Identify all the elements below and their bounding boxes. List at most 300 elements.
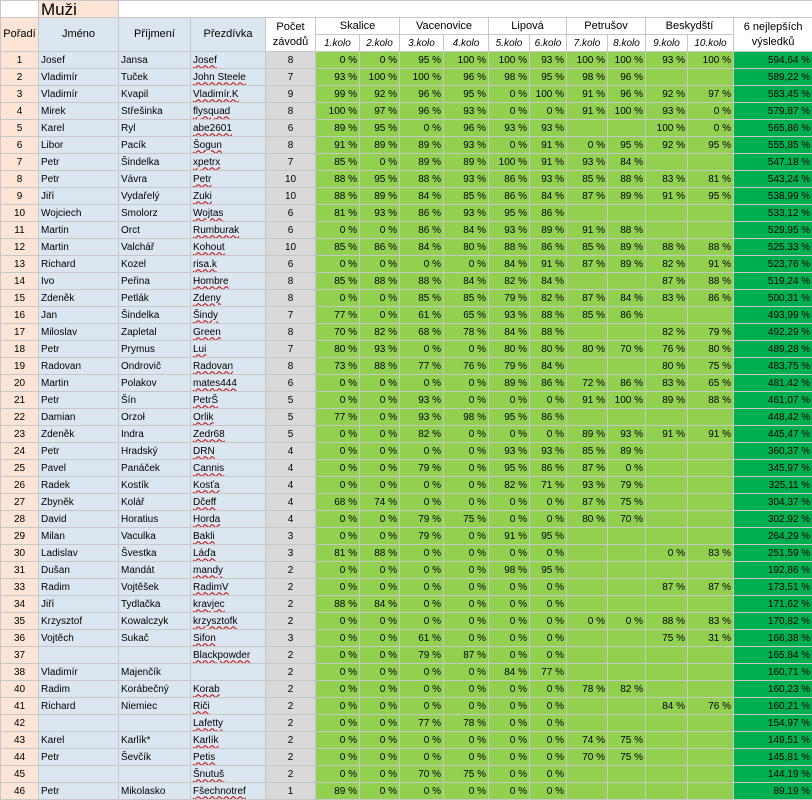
last-name-cell[interactable]: Kvapil: [119, 86, 191, 103]
score-cell-round-10[interactable]: 100 %: [688, 52, 734, 69]
score-cell-round-5[interactable]: 80 %: [489, 341, 530, 358]
score-cell-round-1[interactable]: 91 %: [316, 137, 360, 154]
score-cell-round-9[interactable]: 91 %: [646, 426, 688, 443]
score-cell-round-8[interactable]: 89 %: [608, 443, 646, 460]
score-cell-round-4[interactable]: 0 %: [444, 749, 489, 766]
score-cell-round-10[interactable]: 80 %: [688, 341, 734, 358]
score-cell-round-3[interactable]: 0 %: [400, 579, 444, 596]
score-cell-round-8[interactable]: 0 %: [608, 613, 646, 630]
score-cell-round-7[interactable]: [567, 528, 608, 545]
score-cell-round-2[interactable]: 0 %: [360, 562, 400, 579]
best-six-cell[interactable]: 160,71 %: [734, 664, 812, 681]
score-cell-round-9[interactable]: 83 %: [646, 171, 688, 188]
score-cell-round-6[interactable]: 0 %: [530, 613, 567, 630]
score-cell-round-6[interactable]: 0 %: [530, 715, 567, 732]
nickname-cell[interactable]: Zuki: [191, 188, 266, 205]
score-cell-round-10[interactable]: 81 %: [688, 171, 734, 188]
race-count-cell[interactable]: 3: [266, 528, 316, 545]
score-cell-round-2[interactable]: 88 %: [360, 545, 400, 562]
score-cell-round-1[interactable]: 77 %: [316, 409, 360, 426]
score-cell-round-6[interactable]: 91 %: [530, 137, 567, 154]
rank-cell[interactable]: 1: [1, 52, 39, 69]
score-cell-round-10[interactable]: [688, 749, 734, 766]
score-cell-round-8[interactable]: 100 %: [608, 52, 646, 69]
score-cell-round-7[interactable]: [567, 120, 608, 137]
race-count-cell[interactable]: 7: [266, 69, 316, 86]
score-cell-round-1[interactable]: 0 %: [316, 290, 360, 307]
header-race-skalice[interactable]: Skalice: [316, 18, 400, 35]
score-cell-round-10[interactable]: [688, 154, 734, 171]
score-cell-round-8[interactable]: 88 %: [608, 222, 646, 239]
score-cell-round-10[interactable]: [688, 69, 734, 86]
score-cell-round-7[interactable]: [567, 766, 608, 783]
score-cell-round-2[interactable]: 89 %: [360, 137, 400, 154]
first-name-cell[interactable]: Richard: [39, 698, 119, 715]
first-name-cell[interactable]: Petr: [39, 783, 119, 800]
header-race-vacenovice[interactable]: Vacenovice: [400, 18, 489, 35]
score-cell-round-2[interactable]: 0 %: [360, 477, 400, 494]
best-six-cell[interactable]: 165,84 %: [734, 647, 812, 664]
score-cell-round-4[interactable]: 87 %: [444, 647, 489, 664]
rank-cell[interactable]: 13: [1, 256, 39, 273]
score-cell-round-9[interactable]: 89 %: [646, 392, 688, 409]
score-cell-round-5[interactable]: 86 %: [489, 188, 530, 205]
score-cell-round-4[interactable]: 0 %: [444, 392, 489, 409]
best-six-cell[interactable]: 461,07 %: [734, 392, 812, 409]
score-cell-round-2[interactable]: 0 %: [360, 579, 400, 596]
score-cell-round-8[interactable]: [608, 545, 646, 562]
score-cell-round-6[interactable]: 0 %: [530, 426, 567, 443]
score-cell-round-9[interactable]: [646, 647, 688, 664]
score-cell-round-5[interactable]: 95 %: [489, 205, 530, 222]
score-cell-round-3[interactable]: 79 %: [400, 511, 444, 528]
rank-cell[interactable]: 8: [1, 171, 39, 188]
header-round-4[interactable]: 4.kolo: [444, 35, 489, 52]
best-six-cell[interactable]: 519,24 %: [734, 273, 812, 290]
header-rank[interactable]: Pořadí: [1, 18, 39, 52]
header-race-count[interactable]: Počet závodů: [266, 18, 316, 52]
score-cell-round-7[interactable]: 89 %: [567, 426, 608, 443]
rank-cell[interactable]: 30: [1, 545, 39, 562]
score-cell-round-8[interactable]: [608, 205, 646, 222]
race-count-cell[interactable]: 4: [266, 443, 316, 460]
score-cell-round-6[interactable]: 0 %: [530, 783, 567, 800]
score-cell-round-4[interactable]: 0 %: [444, 579, 489, 596]
first-name-cell[interactable]: Mirek: [39, 103, 119, 120]
score-cell-round-8[interactable]: 84 %: [608, 154, 646, 171]
score-cell-round-4[interactable]: 84 %: [444, 222, 489, 239]
best-six-cell[interactable]: 533,12 %: [734, 205, 812, 222]
score-cell-round-8[interactable]: [608, 358, 646, 375]
nickname-cell[interactable]: Cannis: [191, 460, 266, 477]
score-cell-round-2[interactable]: 97 %: [360, 103, 400, 120]
rank-cell[interactable]: 26: [1, 477, 39, 494]
score-cell-round-3[interactable]: 61 %: [400, 307, 444, 324]
best-six-cell[interactable]: 144,19 %: [734, 766, 812, 783]
nickname-cell[interactable]: Wojtas: [191, 205, 266, 222]
score-cell-round-6[interactable]: 0 %: [530, 579, 567, 596]
score-cell-round-3[interactable]: 96 %: [400, 86, 444, 103]
score-cell-round-2[interactable]: 0 %: [360, 426, 400, 443]
score-cell-round-4[interactable]: 0 %: [444, 681, 489, 698]
score-cell-round-4[interactable]: 96 %: [444, 120, 489, 137]
score-cell-round-2[interactable]: 0 %: [360, 256, 400, 273]
score-cell-round-6[interactable]: 95 %: [530, 69, 567, 86]
score-cell-round-9[interactable]: [646, 715, 688, 732]
header-race-petrusov[interactable]: Petrušov: [567, 18, 646, 35]
score-cell-round-10[interactable]: [688, 460, 734, 477]
score-cell-round-8[interactable]: [608, 783, 646, 800]
header-last-name[interactable]: Příjmení: [119, 18, 191, 52]
header-race-lipova[interactable]: Lipová: [489, 18, 567, 35]
score-cell-round-5[interactable]: 0 %: [489, 137, 530, 154]
first-name-cell[interactable]: Miloslav: [39, 324, 119, 341]
nickname-cell[interactable]: mates444: [191, 375, 266, 392]
score-cell-round-2[interactable]: 0 %: [360, 222, 400, 239]
score-cell-round-5[interactable]: 0 %: [489, 613, 530, 630]
score-cell-round-9[interactable]: [646, 664, 688, 681]
score-cell-round-7[interactable]: 93 %: [567, 154, 608, 171]
score-cell-round-3[interactable]: 68 %: [400, 324, 444, 341]
nickname-cell[interactable]: Šogun: [191, 137, 266, 154]
score-cell-round-3[interactable]: 77 %: [400, 358, 444, 375]
score-cell-round-2[interactable]: 0 %: [360, 749, 400, 766]
first-name-cell[interactable]: Pavel: [39, 460, 119, 477]
score-cell-round-7[interactable]: 91 %: [567, 222, 608, 239]
score-cell-round-6[interactable]: 91 %: [530, 256, 567, 273]
score-cell-round-3[interactable]: 0 %: [400, 256, 444, 273]
score-cell-round-10[interactable]: 76 %: [688, 698, 734, 715]
header-nickname[interactable]: Přezdívka: [191, 18, 266, 52]
score-cell-round-8[interactable]: 79 %: [608, 477, 646, 494]
nickname-cell[interactable]: DRN: [191, 443, 266, 460]
nickname-cell[interactable]: Vladimír.K: [191, 86, 266, 103]
first-name-cell[interactable]: Petr: [39, 749, 119, 766]
score-cell-round-5[interactable]: 0 %: [489, 749, 530, 766]
score-cell-round-3[interactable]: 84 %: [400, 188, 444, 205]
score-cell-round-7[interactable]: [567, 647, 608, 664]
rank-cell[interactable]: 5: [1, 120, 39, 137]
nickname-cell[interactable]: kravjec: [191, 596, 266, 613]
score-cell-round-5[interactable]: 84 %: [489, 664, 530, 681]
score-cell-round-5[interactable]: 100 %: [489, 154, 530, 171]
score-cell-round-7[interactable]: 85 %: [567, 443, 608, 460]
score-cell-round-9[interactable]: 76 %: [646, 341, 688, 358]
score-cell-round-5[interactable]: 100 %: [489, 52, 530, 69]
score-cell-round-1[interactable]: 0 %: [316, 766, 360, 783]
score-cell-round-5[interactable]: 0 %: [489, 103, 530, 120]
race-count-cell[interactable]: 2: [266, 749, 316, 766]
last-name-cell[interactable]: Kozel: [119, 256, 191, 273]
score-cell-round-1[interactable]: 0 %: [316, 426, 360, 443]
score-cell-round-4[interactable]: 98 %: [444, 409, 489, 426]
score-cell-round-7[interactable]: [567, 596, 608, 613]
nickname-cell[interactable]: Green: [191, 324, 266, 341]
score-cell-round-6[interactable]: 95 %: [530, 528, 567, 545]
score-cell-round-3[interactable]: 0 %: [400, 477, 444, 494]
score-cell-round-6[interactable]: 93 %: [530, 52, 567, 69]
score-cell-round-8[interactable]: [608, 664, 646, 681]
first-name-cell[interactable]: Wojciech: [39, 205, 119, 222]
score-cell-round-3[interactable]: 89 %: [400, 154, 444, 171]
score-cell-round-3[interactable]: 61 %: [400, 630, 444, 647]
score-cell-round-9[interactable]: 0 %: [646, 545, 688, 562]
rank-cell[interactable]: 4: [1, 103, 39, 120]
score-cell-round-8[interactable]: 0 %: [608, 460, 646, 477]
score-cell-round-1[interactable]: 0 %: [316, 392, 360, 409]
rank-cell[interactable]: 15: [1, 290, 39, 307]
score-cell-round-2[interactable]: 95 %: [360, 120, 400, 137]
race-count-cell[interactable]: 2: [266, 647, 316, 664]
first-name-cell[interactable]: Zdeněk: [39, 426, 119, 443]
score-cell-round-5[interactable]: 93 %: [489, 443, 530, 460]
score-cell-round-3[interactable]: 79 %: [400, 528, 444, 545]
score-cell-round-9[interactable]: [646, 205, 688, 222]
rank-cell[interactable]: 21: [1, 392, 39, 409]
score-cell-round-4[interactable]: 75 %: [444, 766, 489, 783]
score-cell-round-9[interactable]: 84 %: [646, 698, 688, 715]
score-cell-round-4[interactable]: 93 %: [444, 103, 489, 120]
last-name-cell[interactable]: [119, 647, 191, 664]
rank-cell[interactable]: 19: [1, 358, 39, 375]
score-cell-round-1[interactable]: 0 %: [316, 443, 360, 460]
race-count-cell[interactable]: 3: [266, 630, 316, 647]
score-cell-round-9[interactable]: 87 %: [646, 273, 688, 290]
best-six-cell[interactable]: 493,99 %: [734, 307, 812, 324]
score-cell-round-7[interactable]: [567, 324, 608, 341]
first-name-cell[interactable]: Petr: [39, 154, 119, 171]
score-cell-round-3[interactable]: 95 %: [400, 52, 444, 69]
rank-cell[interactable]: 45: [1, 766, 39, 783]
score-cell-round-6[interactable]: 0 %: [530, 630, 567, 647]
score-cell-round-5[interactable]: 0 %: [489, 681, 530, 698]
best-six-cell[interactable]: 492,29 %: [734, 324, 812, 341]
last-name-cell[interactable]: Šín: [119, 392, 191, 409]
last-name-cell[interactable]: Smolorz: [119, 205, 191, 222]
score-cell-round-6[interactable]: 84 %: [530, 273, 567, 290]
last-name-cell[interactable]: Pacík: [119, 137, 191, 154]
best-six-cell[interactable]: 565,86 %: [734, 120, 812, 137]
best-six-cell[interactable]: 538,99 %: [734, 188, 812, 205]
best-six-cell[interactable]: 302,92 %: [734, 511, 812, 528]
score-cell-round-4[interactable]: 0 %: [444, 698, 489, 715]
score-cell-round-4[interactable]: 0 %: [444, 664, 489, 681]
nickname-cell[interactable]: Rumburak: [191, 222, 266, 239]
score-cell-round-3[interactable]: 79 %: [400, 647, 444, 664]
nickname-cell[interactable]: Petr: [191, 171, 266, 188]
score-cell-round-7[interactable]: 80 %: [567, 511, 608, 528]
score-cell-round-5[interactable]: 0 %: [489, 596, 530, 613]
score-cell-round-10[interactable]: 88 %: [688, 392, 734, 409]
last-name-cell[interactable]: Vaculka: [119, 528, 191, 545]
first-name-cell[interactable]: Jiří: [39, 188, 119, 205]
score-cell-round-4[interactable]: 0 %: [444, 783, 489, 800]
score-cell-round-5[interactable]: 95 %: [489, 409, 530, 426]
last-name-cell[interactable]: Polakov: [119, 375, 191, 392]
score-cell-round-7[interactable]: 98 %: [567, 69, 608, 86]
best-six-cell[interactable]: 145,81 %: [734, 749, 812, 766]
nickname-cell[interactable]: Korab: [191, 681, 266, 698]
score-cell-round-8[interactable]: 89 %: [608, 256, 646, 273]
score-cell-round-1[interactable]: 0 %: [316, 715, 360, 732]
best-six-cell[interactable]: 483,75 %: [734, 358, 812, 375]
nickname-cell[interactable]: Karlík: [191, 732, 266, 749]
race-count-cell[interactable]: 2: [266, 664, 316, 681]
last-name-cell[interactable]: Karlík*: [119, 732, 191, 749]
score-cell-round-7[interactable]: 0 %: [567, 613, 608, 630]
first-name-cell[interactable]: Karel: [39, 732, 119, 749]
score-cell-round-10[interactable]: 83 %: [688, 545, 734, 562]
score-cell-round-4[interactable]: 76 %: [444, 358, 489, 375]
rank-cell[interactable]: 23: [1, 426, 39, 443]
nickname-cell[interactable]: Lui: [191, 341, 266, 358]
score-cell-round-10[interactable]: [688, 715, 734, 732]
score-cell-round-4[interactable]: 78 %: [444, 324, 489, 341]
nickname-cell[interactable]: Kosťa: [191, 477, 266, 494]
score-cell-round-3[interactable]: 0 %: [400, 341, 444, 358]
score-cell-round-6[interactable]: 88 %: [530, 307, 567, 324]
score-cell-round-9[interactable]: 82 %: [646, 324, 688, 341]
score-cell-round-7[interactable]: [567, 698, 608, 715]
score-cell-round-3[interactable]: 85 %: [400, 290, 444, 307]
race-count-cell[interactable]: 5: [266, 409, 316, 426]
score-cell-round-9[interactable]: [646, 596, 688, 613]
score-cell-round-4[interactable]: 0 %: [444, 630, 489, 647]
score-cell-round-6[interactable]: 93 %: [530, 120, 567, 137]
score-cell-round-3[interactable]: 0 %: [400, 732, 444, 749]
last-name-cell[interactable]: Horatius: [119, 511, 191, 528]
score-cell-round-8[interactable]: [608, 409, 646, 426]
race-count-cell[interactable]: 8: [266, 358, 316, 375]
score-cell-round-10[interactable]: [688, 596, 734, 613]
rank-cell[interactable]: 27: [1, 494, 39, 511]
score-cell-round-6[interactable]: 0 %: [530, 749, 567, 766]
first-name-cell[interactable]: David: [39, 511, 119, 528]
score-cell-round-5[interactable]: 93 %: [489, 120, 530, 137]
score-cell-round-7[interactable]: 91 %: [567, 392, 608, 409]
score-cell-round-2[interactable]: 0 %: [360, 613, 400, 630]
rank-cell[interactable]: 38: [1, 664, 39, 681]
score-cell-round-5[interactable]: 82 %: [489, 273, 530, 290]
score-cell-round-4[interactable]: 93 %: [444, 205, 489, 222]
score-cell-round-3[interactable]: 86 %: [400, 222, 444, 239]
score-cell-round-1[interactable]: 0 %: [316, 732, 360, 749]
last-name-cell[interactable]: Ondrovič: [119, 358, 191, 375]
best-six-cell[interactable]: 481,42 %: [734, 375, 812, 392]
score-cell-round-6[interactable]: 0 %: [530, 681, 567, 698]
race-count-cell[interactable]: 2: [266, 681, 316, 698]
score-cell-round-2[interactable]: 0 %: [360, 698, 400, 715]
last-name-cell[interactable]: Vávra: [119, 171, 191, 188]
score-cell-round-6[interactable]: 0 %: [530, 698, 567, 715]
race-count-cell[interactable]: 10: [266, 188, 316, 205]
score-cell-round-3[interactable]: 86 %: [400, 205, 444, 222]
score-cell-round-2[interactable]: 95 %: [360, 171, 400, 188]
score-cell-round-5[interactable]: 89 %: [489, 375, 530, 392]
score-cell-round-3[interactable]: 96 %: [400, 103, 444, 120]
score-cell-round-1[interactable]: 89 %: [316, 783, 360, 800]
score-cell-round-5[interactable]: 0 %: [489, 392, 530, 409]
score-cell-round-10[interactable]: 91 %: [688, 256, 734, 273]
first-name-cell[interactable]: Karel: [39, 120, 119, 137]
race-count-cell[interactable]: 2: [266, 715, 316, 732]
last-name-cell[interactable]: Ryl: [119, 120, 191, 137]
best-six-cell[interactable]: 170,82 %: [734, 613, 812, 630]
rank-cell[interactable]: 29: [1, 528, 39, 545]
score-cell-round-8[interactable]: [608, 273, 646, 290]
score-cell-round-2[interactable]: 93 %: [360, 341, 400, 358]
race-count-cell[interactable]: 7: [266, 341, 316, 358]
score-cell-round-8[interactable]: 89 %: [608, 239, 646, 256]
score-cell-round-7[interactable]: [567, 630, 608, 647]
score-cell-round-2[interactable]: 93 %: [360, 205, 400, 222]
score-cell-round-1[interactable]: 0 %: [316, 528, 360, 545]
score-cell-round-10[interactable]: 95 %: [688, 137, 734, 154]
race-count-cell[interactable]: 4: [266, 494, 316, 511]
score-cell-round-9[interactable]: [646, 222, 688, 239]
score-cell-round-1[interactable]: 81 %: [316, 205, 360, 222]
rank-cell[interactable]: 18: [1, 341, 39, 358]
score-cell-round-3[interactable]: 0 %: [400, 545, 444, 562]
last-name-cell[interactable]: Mikolasko: [119, 783, 191, 800]
score-cell-round-7[interactable]: 72 %: [567, 375, 608, 392]
score-cell-round-9[interactable]: [646, 783, 688, 800]
score-cell-round-7[interactable]: 87 %: [567, 256, 608, 273]
nickname-cell[interactable]: Horda: [191, 511, 266, 528]
score-cell-round-6[interactable]: 93 %: [530, 171, 567, 188]
last-name-cell[interactable]: Šindelka: [119, 154, 191, 171]
rank-cell[interactable]: 34: [1, 596, 39, 613]
last-name-cell[interactable]: Kolář: [119, 494, 191, 511]
first-name-cell[interactable]: Jan: [39, 307, 119, 324]
score-cell-round-5[interactable]: 0 %: [489, 545, 530, 562]
score-cell-round-8[interactable]: [608, 579, 646, 596]
score-cell-round-4[interactable]: 0 %: [444, 732, 489, 749]
last-name-cell[interactable]: Vydařelý: [119, 188, 191, 205]
score-cell-round-9[interactable]: [646, 681, 688, 698]
score-cell-round-1[interactable]: 0 %: [316, 613, 360, 630]
score-cell-round-3[interactable]: 0 %: [400, 120, 444, 137]
score-cell-round-1[interactable]: 0 %: [316, 698, 360, 715]
score-cell-round-1[interactable]: 0 %: [316, 562, 360, 579]
best-six-cell[interactable]: 304,37 %: [734, 494, 812, 511]
nickname-cell[interactable]: Riči: [191, 698, 266, 715]
score-cell-round-5[interactable]: 0 %: [489, 511, 530, 528]
race-count-cell[interactable]: 2: [266, 766, 316, 783]
rank-cell[interactable]: 24: [1, 443, 39, 460]
score-cell-round-4[interactable]: 95 %: [444, 86, 489, 103]
score-cell-round-1[interactable]: 0 %: [316, 511, 360, 528]
race-count-cell[interactable]: 8: [266, 103, 316, 120]
nickname-cell[interactable]: xpetrx: [191, 154, 266, 171]
nickname-cell[interactable]: Láďa: [191, 545, 266, 562]
first-name-cell[interactable]: Krzysztof: [39, 613, 119, 630]
best-six-cell[interactable]: 489,28 %: [734, 341, 812, 358]
score-cell-round-1[interactable]: 0 %: [316, 579, 360, 596]
race-count-cell[interactable]: 8: [266, 290, 316, 307]
rank-cell[interactable]: 37: [1, 647, 39, 664]
score-cell-round-3[interactable]: 79 %: [400, 460, 444, 477]
best-six-cell[interactable]: 445,47 %: [734, 426, 812, 443]
score-cell-round-8[interactable]: 89 %: [608, 188, 646, 205]
race-count-cell[interactable]: 1: [266, 783, 316, 800]
last-name-cell[interactable]: Mandát: [119, 562, 191, 579]
race-count-cell[interactable]: 4: [266, 511, 316, 528]
nickname-cell[interactable]: abe2601: [191, 120, 266, 137]
score-cell-round-1[interactable]: 0 %: [316, 681, 360, 698]
score-cell-round-8[interactable]: 82 %: [608, 681, 646, 698]
score-cell-round-5[interactable]: 79 %: [489, 290, 530, 307]
